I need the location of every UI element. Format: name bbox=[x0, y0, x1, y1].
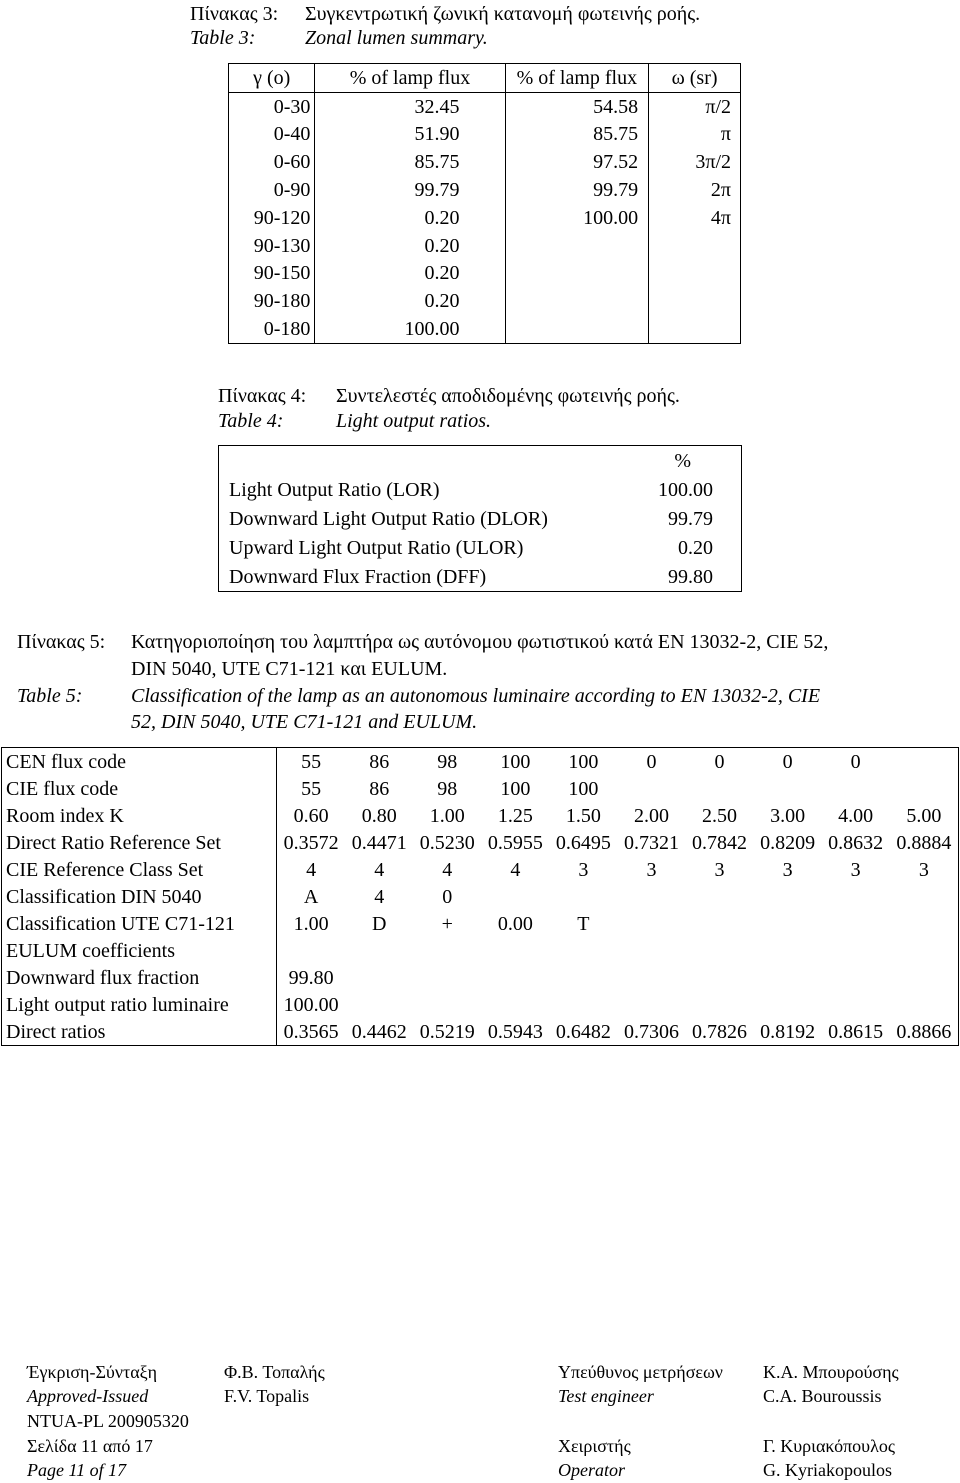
table4-header-blank bbox=[219, 446, 613, 476]
table4-row-label: Downward Flux Fraction (DFF) bbox=[229, 565, 487, 588]
table5-cell: 3 bbox=[782, 858, 793, 881]
table5-cell bbox=[617, 964, 685, 991]
table5-row-label: Direct ratios bbox=[2, 1018, 277, 1046]
table3-cell: 100.00 bbox=[315, 315, 505, 343]
table5-cell bbox=[822, 964, 890, 991]
table3-cell: 0-30 bbox=[229, 92, 315, 120]
table5-cell bbox=[481, 964, 549, 991]
footer-approver-el: Φ.Β. Τοπαλής bbox=[224, 1362, 325, 1382]
table5-row bbox=[2, 829, 959, 856]
table4-row-label: Light Output Ratio (LOR) bbox=[229, 478, 440, 501]
table5-cell: 3.00 bbox=[770, 804, 806, 827]
table5-cell: 4 bbox=[306, 858, 317, 881]
light-output-ratios-table bbox=[218, 445, 742, 592]
table5-cell: 0.60 bbox=[293, 804, 329, 827]
table5-cell: 1.50 bbox=[565, 804, 601, 827]
table5-row bbox=[2, 775, 959, 802]
table5-cell: 1.00 bbox=[429, 804, 465, 827]
table4-row-value: 100.00 bbox=[658, 478, 713, 501]
table4-row-value: 0.20 bbox=[678, 536, 713, 559]
table5-row-label: Downward flux fraction bbox=[2, 964, 277, 991]
table3-caption-en-label: Table 3: bbox=[190, 27, 256, 49]
table4-unit-header: % bbox=[674, 449, 691, 472]
table5-cell bbox=[549, 883, 617, 910]
footer-page-el: Σελίδα 11 από 17 bbox=[27, 1436, 153, 1456]
table5-caption-en-line2: 52, DIN 5040, UTE C71-121 and EULUM. bbox=[131, 711, 478, 733]
table5-row bbox=[2, 964, 959, 991]
table4-row bbox=[219, 533, 742, 562]
table5-cell: 0.00 bbox=[497, 912, 533, 935]
table5-cell: 4.00 bbox=[838, 804, 874, 827]
table5-cell: 4 bbox=[442, 858, 453, 881]
table5-cell bbox=[754, 964, 822, 991]
table5-cell: 4 bbox=[374, 885, 385, 908]
table3-caption-el-text: Συγκεντρωτική ζωνική κατανομή φωτεινής ροής. bbox=[305, 3, 701, 25]
table5-row bbox=[2, 991, 959, 1018]
table5-cell bbox=[686, 775, 754, 802]
table4-row-value: 99.80 bbox=[668, 565, 713, 588]
table5-cell: 3 bbox=[646, 858, 657, 881]
table5-caption-en-line1: Classification of the lamp as an autonomous luminaire according to EN 13032-2, CIE bbox=[131, 685, 821, 707]
table3-cell: π/2 bbox=[649, 92, 741, 120]
table3-cell: 0.20 bbox=[315, 260, 505, 288]
table4-caption-el-text: Συντελεστές αποδιδομένης φωτεινής ροής. bbox=[336, 385, 680, 407]
table5-cell: 55 bbox=[301, 777, 322, 800]
table5-cell bbox=[822, 937, 890, 964]
table5-cell bbox=[890, 910, 959, 937]
table5-cell: 4 bbox=[374, 858, 385, 881]
table3-cell: 0-60 bbox=[229, 148, 315, 176]
footer-engineer-name-el: Κ.Α. Μπουρούσης bbox=[763, 1362, 899, 1382]
table5-cell: 5.00 bbox=[906, 804, 942, 827]
table3-caption-en-text: Zonal lumen summary. bbox=[305, 27, 488, 49]
table5-cell bbox=[617, 883, 685, 910]
table5-cell: 55 bbox=[301, 750, 322, 773]
table5-cell bbox=[822, 991, 890, 1018]
table3-row bbox=[229, 315, 741, 343]
footer-operator-el: Χειριστής bbox=[558, 1436, 631, 1456]
footer-operator-name-el: Γ. Κυριακόπουλος bbox=[763, 1436, 895, 1456]
table4-row-label: Upward Light Output Ratio (ULOR) bbox=[229, 536, 524, 559]
table4-row-value: 99.79 bbox=[668, 507, 713, 530]
table5-cell: 2.00 bbox=[633, 804, 669, 827]
table5-cell bbox=[754, 991, 822, 1018]
table5-row bbox=[2, 1018, 959, 1046]
table5-cell: 0.4462 bbox=[351, 1020, 407, 1043]
table5-cell: 0.8615 bbox=[828, 1020, 884, 1043]
table5-cell: 0.3572 bbox=[283, 831, 339, 854]
table5-cell: 0 bbox=[714, 750, 725, 773]
table5-cell bbox=[549, 964, 617, 991]
table5-cell bbox=[890, 991, 959, 1018]
footer-engineer-name-en: C.A. Bouroussis bbox=[763, 1386, 882, 1406]
table5-row-label: Classification DIN 5040 bbox=[2, 883, 277, 910]
table5-cell bbox=[754, 910, 822, 937]
table5-cell bbox=[890, 964, 959, 991]
footer-engineer-el: Υπεύθυνος μετρήσεων bbox=[558, 1362, 723, 1382]
table5-cell bbox=[822, 775, 890, 802]
table3-cell bbox=[505, 260, 649, 288]
table3-cell: 0-90 bbox=[229, 176, 315, 204]
table3-cell bbox=[649, 287, 741, 315]
table3-row bbox=[229, 148, 741, 176]
table5-cell bbox=[481, 937, 549, 964]
classification-table bbox=[1, 747, 959, 1046]
table5-cell bbox=[413, 991, 481, 1018]
table3-cell: 3π/2 bbox=[649, 148, 741, 176]
table3-cell: 0.20 bbox=[315, 287, 505, 315]
table3-cell: 99.79 bbox=[315, 176, 505, 204]
table3-cell bbox=[649, 315, 741, 343]
table3-row bbox=[229, 232, 741, 260]
table5-cell bbox=[345, 964, 413, 991]
table4-row bbox=[219, 475, 742, 504]
table5-cell: 0.7842 bbox=[692, 831, 748, 854]
table3-cell: 90-150 bbox=[229, 260, 315, 288]
table3-header-solid-angle: ω (sr) bbox=[649, 64, 741, 93]
table5-cell bbox=[617, 775, 685, 802]
footer-engineer-en: Test engineer bbox=[558, 1386, 654, 1406]
table5-cell bbox=[890, 883, 959, 910]
table5-cell: 0.8209 bbox=[760, 831, 816, 854]
table3-row bbox=[229, 287, 741, 315]
table5-cell: 0.5230 bbox=[419, 831, 475, 854]
table5-cell: 98 bbox=[437, 750, 458, 773]
footer-approved-en: Approved-Issued bbox=[27, 1386, 149, 1406]
table5-cell: 0 bbox=[442, 885, 453, 908]
footer-operator-name-en: G. Kyriakopoulos bbox=[763, 1460, 892, 1480]
table3-cell: π bbox=[649, 121, 741, 149]
table5-cell: 0.8866 bbox=[896, 1020, 952, 1043]
table5-cell bbox=[617, 910, 685, 937]
table5-caption-el-label: Πίνακας 5: bbox=[17, 631, 106, 653]
table3-cell bbox=[649, 260, 741, 288]
table3-cell bbox=[505, 287, 649, 315]
table3-cell: 90-180 bbox=[229, 287, 315, 315]
table3-cell: 2π bbox=[649, 176, 741, 204]
table3-row bbox=[229, 121, 741, 149]
table5-row-label: CIE flux code bbox=[2, 775, 277, 802]
table3-row bbox=[229, 260, 741, 288]
table4-row bbox=[219, 562, 742, 592]
table3-cell: 0-180 bbox=[229, 315, 315, 343]
table5-cell: 0.8632 bbox=[828, 831, 884, 854]
table3-caption-el-label: Πίνακας 3: bbox=[190, 3, 279, 25]
table5-cell: 2.50 bbox=[702, 804, 738, 827]
table3-cell: 0.20 bbox=[315, 204, 505, 232]
table5-cell bbox=[686, 991, 754, 1018]
table5-cell: 0 bbox=[646, 750, 657, 773]
table5-cell: 0.8192 bbox=[760, 1020, 816, 1043]
table3-cell: 54.58 bbox=[505, 92, 649, 120]
table5-cell: 86 bbox=[369, 777, 390, 800]
table5-row-label: CIE Reference Class Set bbox=[2, 856, 277, 883]
table3-cell bbox=[505, 315, 649, 343]
table5-cell: 0.4471 bbox=[351, 831, 407, 854]
table5-cell bbox=[413, 937, 481, 964]
table5-cell bbox=[686, 964, 754, 991]
table5-cell: 99.80 bbox=[288, 966, 334, 989]
table5-cell bbox=[686, 937, 754, 964]
table5-cell: 0.7826 bbox=[692, 1020, 748, 1043]
table3-header-lamp-flux: % of lamp flux bbox=[315, 64, 505, 93]
table5-row bbox=[2, 937, 959, 964]
table3-cell: 32.45 bbox=[315, 92, 505, 120]
table4-row-label: Downward Light Output Ratio (DLOR) bbox=[229, 507, 548, 530]
table3-cell: 4π bbox=[649, 204, 741, 232]
table5-cell: 3 bbox=[714, 858, 725, 881]
table5-cell bbox=[754, 883, 822, 910]
table5-cell bbox=[549, 937, 617, 964]
table5-row-label: CEN flux code bbox=[2, 748, 277, 776]
table5-cell bbox=[481, 991, 549, 1018]
table3-cell bbox=[649, 232, 741, 260]
table5-row-label: Light output ratio luminaire bbox=[2, 991, 277, 1018]
table3-header-gamma: γ (ο) bbox=[229, 64, 315, 93]
table5-cell: 98 bbox=[437, 777, 458, 800]
table3-cell: 90-120 bbox=[229, 204, 315, 232]
table3-cell bbox=[505, 232, 649, 260]
table3-cell: 97.52 bbox=[505, 148, 649, 176]
table5-cell: 0.6482 bbox=[555, 1020, 611, 1043]
table3-cell: 85.75 bbox=[505, 121, 649, 149]
table3-header-lamp-flux-cumulative: % of lamp flux bbox=[505, 64, 649, 93]
table3-cell: 99.79 bbox=[505, 176, 649, 204]
table4-caption-en-text: Light output ratios. bbox=[336, 410, 492, 432]
table3-cell: 100.00 bbox=[505, 204, 649, 232]
table5-row bbox=[2, 802, 959, 829]
table5-cell bbox=[686, 910, 754, 937]
table5-cell: 3 bbox=[578, 858, 589, 881]
table5-row-label: Classification UTE C71-121 bbox=[2, 910, 277, 937]
table5-cell: + bbox=[441, 912, 453, 935]
table5-cell bbox=[345, 991, 413, 1018]
table5-cell: 1.25 bbox=[497, 804, 533, 827]
table5-cell: 0.8884 bbox=[896, 831, 952, 854]
table3-row bbox=[229, 204, 741, 232]
table5-cell: 1.00 bbox=[293, 912, 329, 935]
footer-report-id: NTUA-PL 200905320 bbox=[27, 1411, 189, 1431]
table5-cell bbox=[890, 937, 959, 964]
table3-cell: 90-130 bbox=[229, 232, 315, 260]
table5-cell bbox=[617, 937, 685, 964]
table4-row bbox=[219, 504, 742, 533]
footer-operator-en: Operator bbox=[558, 1460, 625, 1480]
table5-cell bbox=[413, 964, 481, 991]
table4-caption-en-label: Table 4: bbox=[218, 410, 284, 432]
table3-cell: 0.20 bbox=[315, 232, 505, 260]
table5-cell: 100.00 bbox=[283, 993, 339, 1016]
footer-approver-en: F.V. Topalis bbox=[224, 1386, 310, 1406]
table3-cell: 51.90 bbox=[315, 121, 505, 149]
table5-cell: 86 bbox=[369, 750, 390, 773]
table5-caption-el-line2: DIN 5040, UTE C71-121 και EULUM. bbox=[131, 658, 448, 680]
table5-row bbox=[2, 856, 959, 883]
table5-cell: T bbox=[577, 912, 590, 935]
table5-cell: 0.7321 bbox=[623, 831, 679, 854]
table5-cell: 100 bbox=[568, 777, 599, 800]
table5-cell bbox=[754, 775, 822, 802]
table5-row bbox=[2, 910, 959, 937]
table5-row-label: Direct Ratio Reference Set bbox=[2, 829, 277, 856]
table5-cell: 0.3565 bbox=[283, 1020, 339, 1043]
table5-row-label: EULUM coefficients bbox=[2, 937, 277, 964]
table5-cell bbox=[617, 991, 685, 1018]
table5-cell: 0.5943 bbox=[487, 1020, 543, 1043]
table5-cell: D bbox=[371, 912, 387, 935]
table5-cell bbox=[481, 883, 549, 910]
table5-cell: 0 bbox=[782, 750, 793, 773]
table3-row bbox=[229, 176, 741, 204]
table5-cell: 100 bbox=[500, 750, 531, 773]
table5-caption-en-label: Table 5: bbox=[17, 685, 83, 707]
table5-caption-el-line1: Κατηγοριοποίηση του λαμπτήρα ως αυτόνομου φωτιστικού κατά EN 13032-2, CIE 52, bbox=[131, 631, 829, 653]
table5-cell bbox=[686, 883, 754, 910]
table5-cell: 0.5219 bbox=[419, 1020, 475, 1043]
table5-cell: 3 bbox=[918, 858, 929, 881]
table5-cell bbox=[890, 748, 959, 776]
table5-cell: 0.7306 bbox=[623, 1020, 679, 1043]
table3-cell: 85.75 bbox=[315, 148, 505, 176]
table5-cell: 0 bbox=[850, 750, 861, 773]
table5-cell: A bbox=[303, 885, 319, 908]
table5-cell: 100 bbox=[568, 750, 599, 773]
footer-page-en: Page 11 of 17 bbox=[27, 1460, 127, 1480]
table5-cell bbox=[822, 883, 890, 910]
table5-cell: 4 bbox=[510, 858, 521, 881]
table5-cell bbox=[754, 937, 822, 964]
table5-row-label: Room index K bbox=[2, 802, 277, 829]
table5-row bbox=[2, 883, 959, 910]
table5-cell: 0.6495 bbox=[555, 831, 611, 854]
table5-cell bbox=[822, 910, 890, 937]
zonal-lumen-table bbox=[228, 63, 741, 344]
table4-caption-el-label: Πίνακας 4: bbox=[218, 385, 307, 407]
table5-cell bbox=[890, 775, 959, 802]
table5-cell: 0.5955 bbox=[487, 831, 543, 854]
table5-cell: 3 bbox=[850, 858, 861, 881]
table3-cell: 0-40 bbox=[229, 121, 315, 149]
table5-cell: 0.80 bbox=[361, 804, 397, 827]
footer-approved-el: Έγκριση-Σύνταξη bbox=[27, 1362, 158, 1382]
table5-row bbox=[2, 748, 959, 776]
table5-cell bbox=[277, 937, 346, 964]
table3-row bbox=[229, 92, 741, 120]
table5-cell bbox=[549, 991, 617, 1018]
table5-cell bbox=[345, 937, 413, 964]
table5-cell: 100 bbox=[500, 777, 531, 800]
